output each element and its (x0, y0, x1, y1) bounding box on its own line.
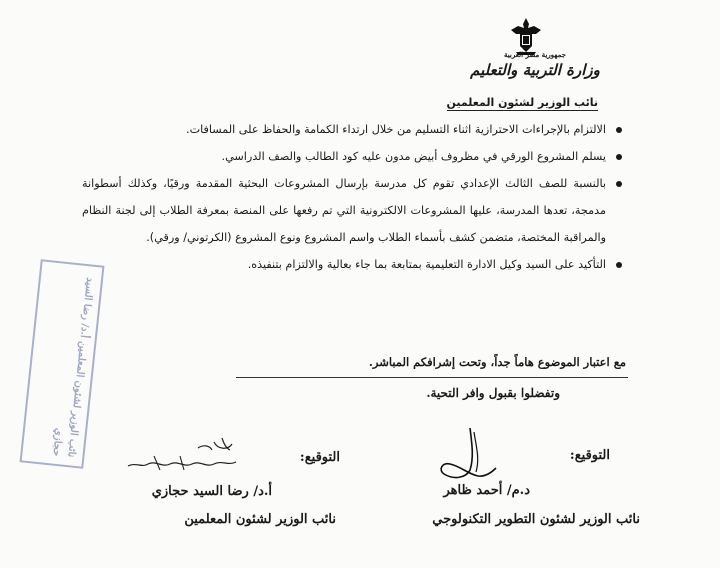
country-name: جمهورية مصر العربية (504, 50, 566, 59)
list-item-text: الالتزام بالإجراءات الاحترازية اثناء التسليم من خلال ارتداء الكمامة والحفاظ على المسافات. (186, 123, 606, 136)
handwritten-signature-tahir (430, 424, 500, 486)
signature-title-left: نائب الوزير لشئون المعلمين (184, 512, 336, 527)
list-item-text: بالنسبة للصف الثالث الإعدادي تقوم كل مدرسة بإرسال المشروعات البحثية المقدمة ورقيًا، وكذلك أسطوانة مدمجة، تعدها المدرسة، عليها المشروعات الالكترونية التي تم رفعها على المنصة بمعرفة الطلاب إلى لجنة النظام والمراقبة المختصة، متضمن كشف بأسماء الطلاب واسم المشروع ونوع المشروع (الكرتوني/ ورقي). (82, 177, 606, 244)
list-item (82, 170, 622, 251)
ministry-name: وزارة التربية والتعليم (470, 61, 600, 79)
list-item (82, 143, 622, 170)
bullet-icon (616, 262, 622, 268)
signature-name-right: د.م/ أحمد ظاهر (443, 483, 530, 498)
list-item (82, 116, 622, 143)
bullet-icon (616, 127, 622, 133)
closing-line: مع اعتبار الموضوع هاماً جداً، وتحت إشرافكم المباشر. (368, 355, 626, 369)
office-title: نائب الوزير لشئون المعلمين (446, 96, 598, 109)
stamp-text: نائب الوزير لشئون المعلمين أ.د/ رضا السيد حجازي (50, 277, 96, 459)
official-stamp (20, 259, 105, 469)
ministry-logo-text (460, 50, 610, 79)
instructions-list (82, 116, 622, 278)
list-item (82, 251, 622, 278)
bullet-icon (616, 154, 622, 160)
handwritten-signature-hegazy (118, 436, 248, 478)
signature-name-left: أ.د/ رضا السيد حجازي (151, 484, 272, 499)
closing-underline (236, 377, 628, 378)
bullet-icon (616, 181, 622, 187)
greeting-line: وتفضلوا بقبول وافر التحية. (426, 386, 560, 400)
signature-label-left: التوقيع: (299, 450, 340, 465)
signature-label-right: التوقيع: (569, 448, 610, 463)
signature-title-right: نائب الوزير لشئون التطوير التكنولوجي (432, 512, 640, 527)
list-item-text: يسلم المشروع الورقي في مظروف أبيض مدون عليه كود الطالب والصف الدراسي. (221, 150, 606, 163)
list-item-text: التأكيد على السيد وكيل الادارة التعليمية بمتابعة بما جاء بعالية والالتزام بتنفيذه. (247, 258, 606, 271)
